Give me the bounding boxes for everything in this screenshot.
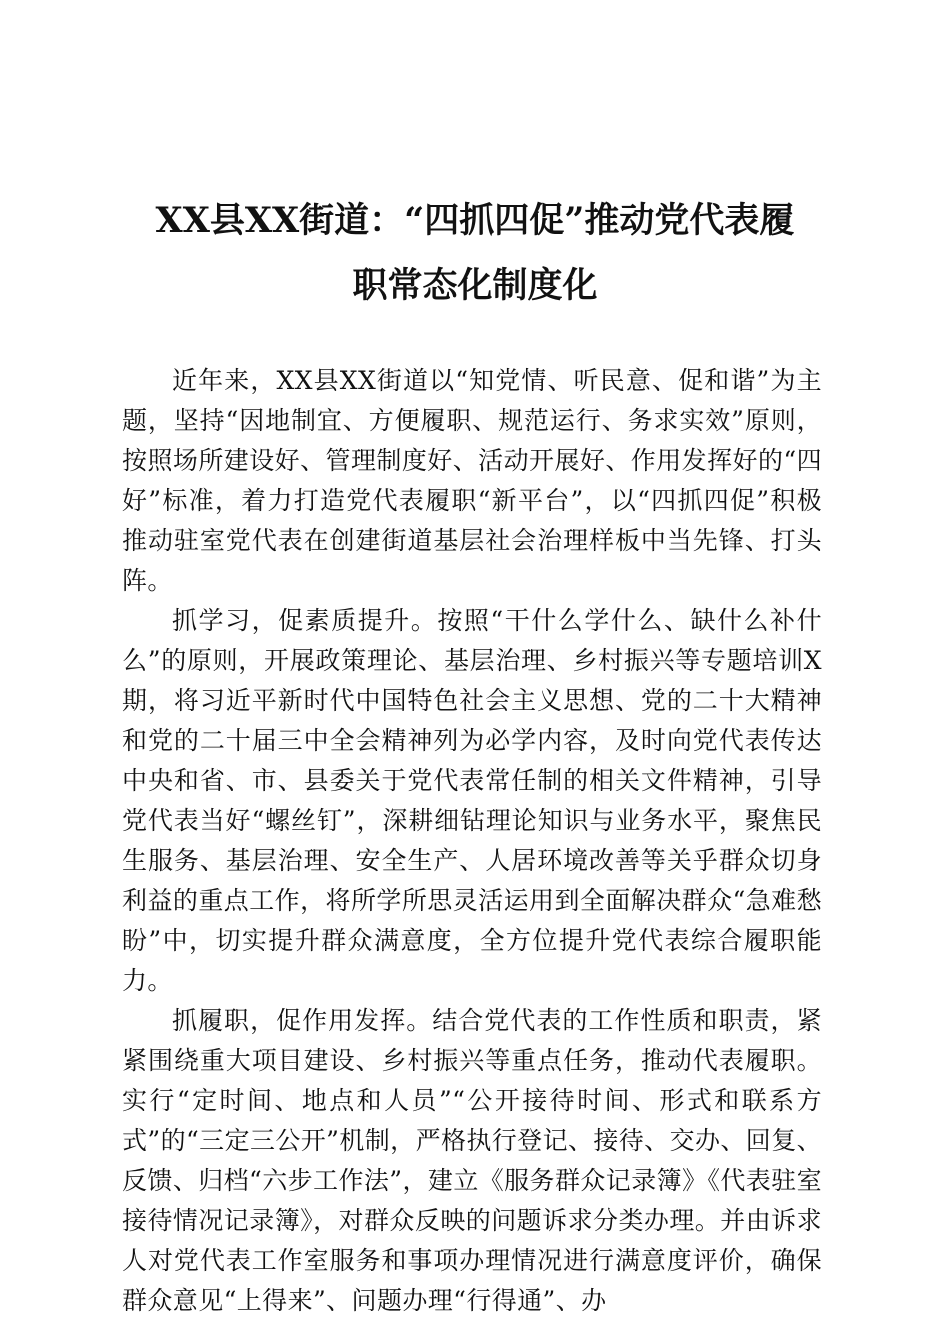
paragraph-duty: 抓履职，促作用发挥。结合党代表的工作性质和职责，紧紧围绕重大项目建设、乡村振兴等重点任务，推动代表履职。实行“定时间、地点和人员”“公开接待时间、形式和联系方式”的“三定三公开”机制，严格执行登记、接待、交办、回复、反馈、归档“六步工作法”，建立《服务群众记录簿》《代表驻室接待情况记录簿》，对群众反映的问题诉求分类办理。并由诉求人对党代表工作室服务和事项办理情况进行满意度评价，确保群众意见“上得来”、问题办理“行得通”、办 — [122, 1006, 822, 1315]
document-body — [122, 361, 822, 1321]
paragraph-study: 抓学习，促素质提升。按照“干什么学什么、缺什么补什么”的原则，开展政策理论、基层治理、乡村振兴等专题培训X期，将习近平新时代中国特色社会主义思想、党的二十大精神和党的二十届三中全会精神列为必学内容，及时向党代表传达中央和省、市、县委关于党代表常任制的相关文件精神，引导党代表当好“螺丝钉”，深耕细钻理论知识与业务水平，聚焦民生服务、基层治理、安全生产、人居环境改善等关乎群众切身利益的重点工作，将所学所思灵活运用到全面解决群众“急难愁盼”中，切实提升群众满意度，全方位提升党代表综合履职能力。 — [122, 606, 822, 995]
document-title-line-1: XX县XX街道：“四抓四促”推动党代表履 — [155, 200, 795, 241]
document-title-line-2: 职常态化制度化 — [352, 265, 598, 306]
paragraph-intro: 近年来，XX县XX街道以“知党情、听民意、促和谐”为主题，坚持“因地制宜、方便履职、规范运行、务求实效”原则，按照场所建设好、管理制度好、活动开展好、作用发挥好的“四好”标准，着力打造党代表履职“新平台”，以“四抓四促”积极推动驻室党代表在创建街道基层社会治理样板中当先锋、打头阵。 — [122, 366, 822, 595]
